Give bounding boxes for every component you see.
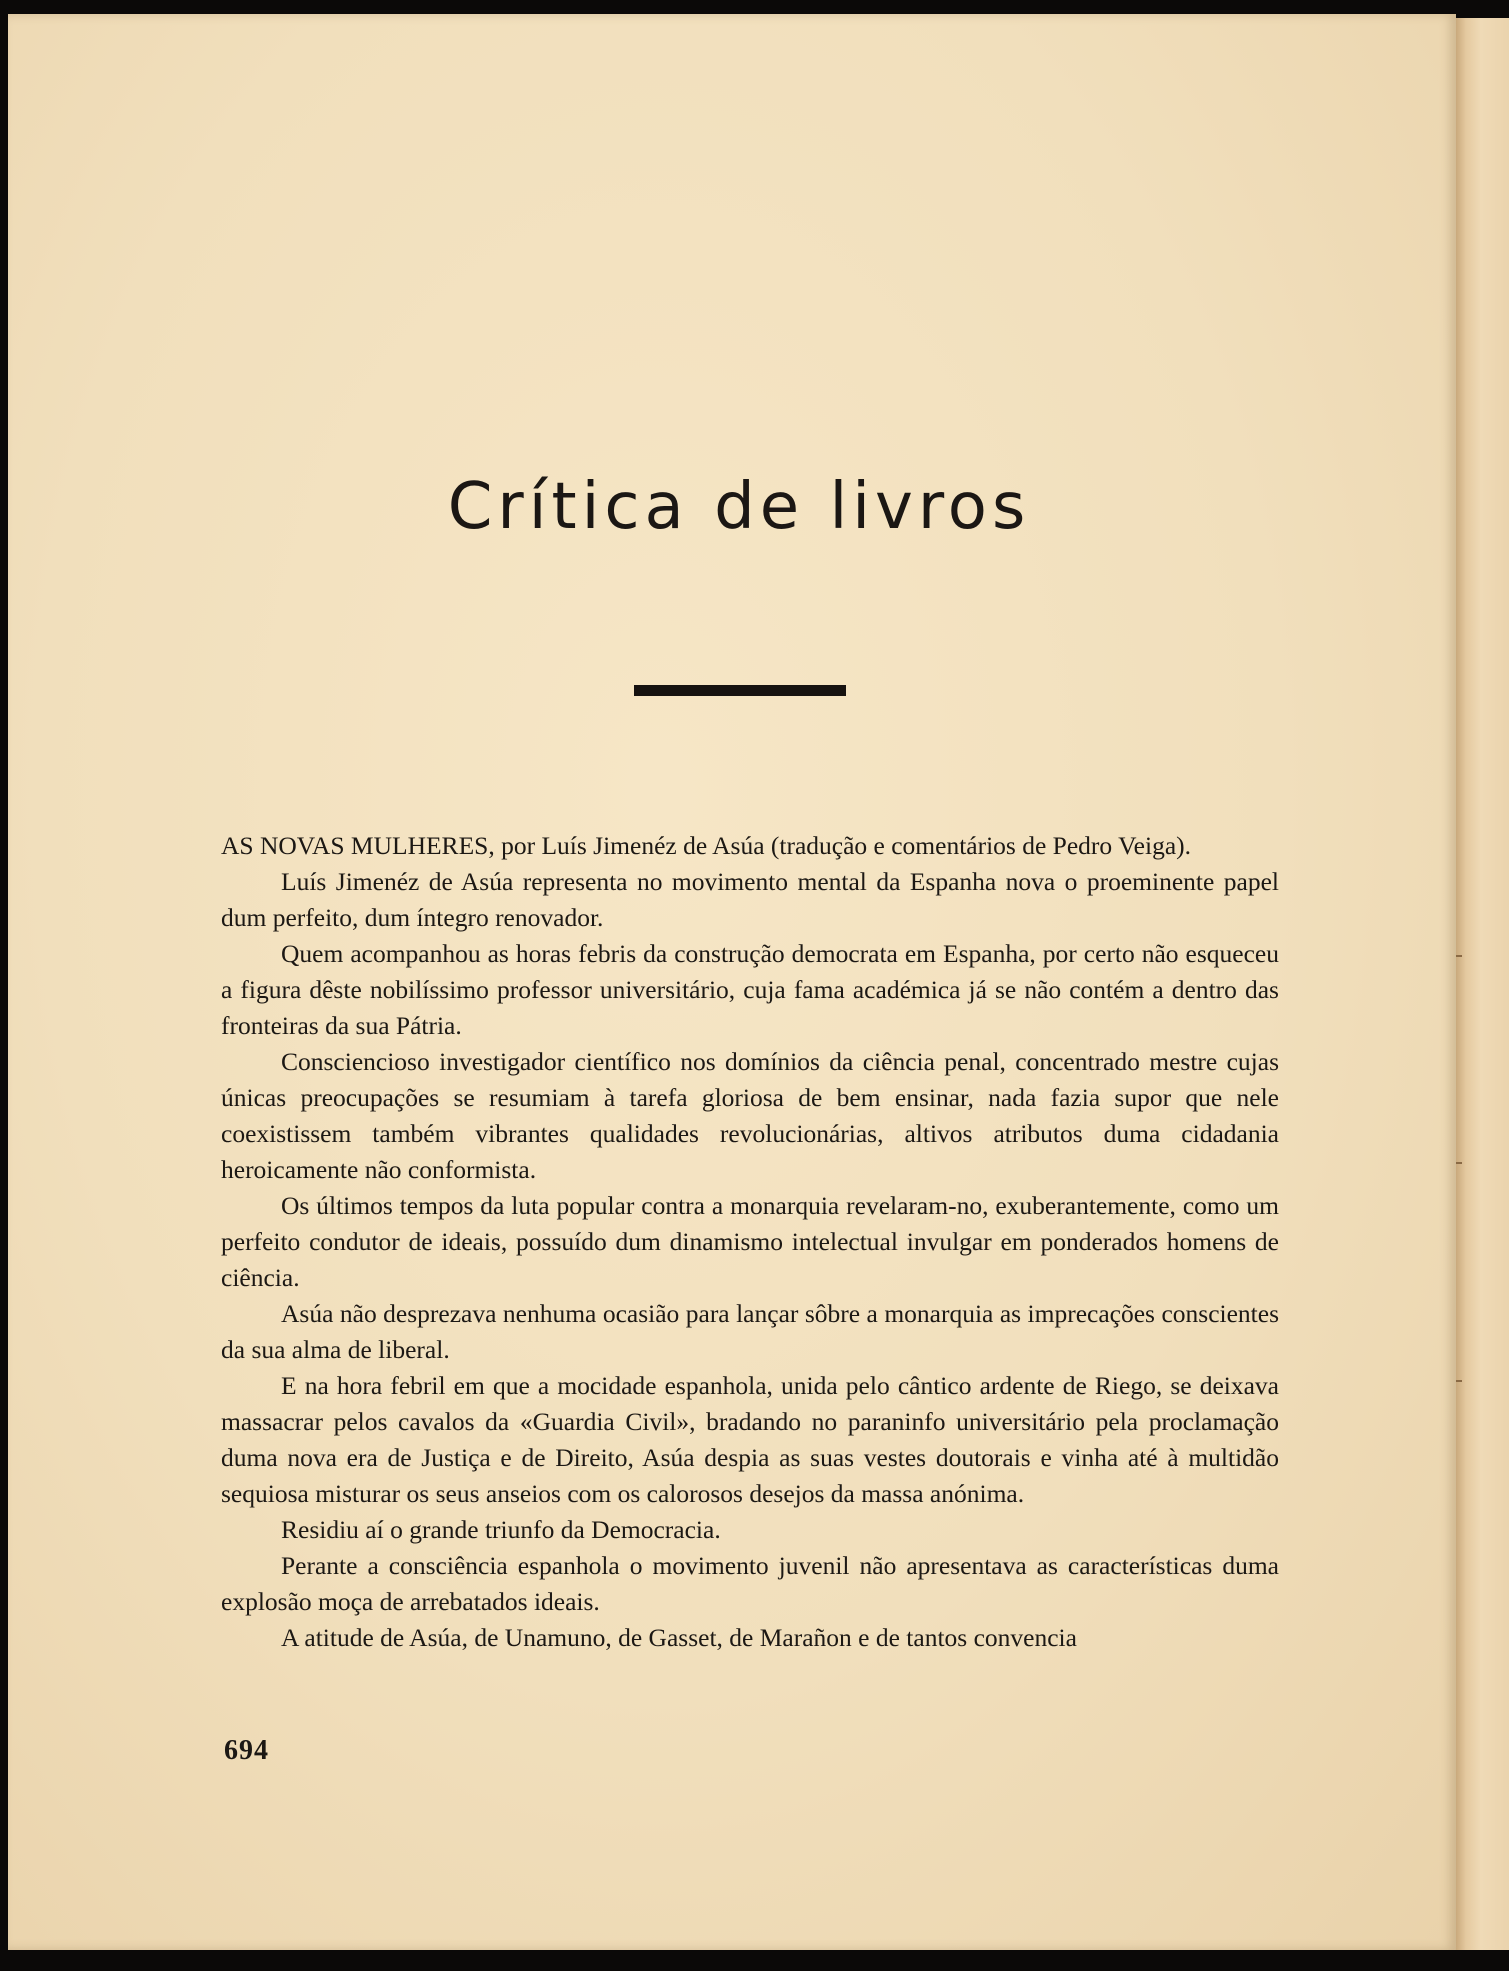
paragraph: Luís Jimenéz de Asúa representa no movimento mental da Espanha nova o proeminente papel dum perfeito, dum íntegro renovador. xyxy=(221,867,1279,932)
paragraph: Residiu aí o grande triunfo da Democracia. xyxy=(281,1515,721,1544)
review-entry-heading: AS NOVAS MULHERES, por Luís Jimenéz de Asúa (tradução e comentários de Pedro Veiga). xyxy=(221,831,1192,860)
title-divider xyxy=(634,685,846,696)
page-title: Crítica de livros xyxy=(447,470,1031,544)
paragraph: Perante a consciência espanhola o movimento juvenil não apresentava as características duma explosão moça de arrebatados ideais. xyxy=(221,1551,1279,1616)
paragraph: E na hora febril em que a mocidade espanhola, unida pelo cântico ardente de Riego, se deixava massacrar pelos cavalos da «Guardia Civil», bradando no paraninfo universitário pela proclamação duma nova era de Justiça e de Direito, Asúa despia as suas vestes doutorais e vinha até à multidão sequiosa misturar os seus anseios com os calorosos desejos da massa anónima. xyxy=(221,1371,1279,1508)
paragraph: Quem acompanhou as horas febris da construção democrata em Espanha, por certo não esqueceu a figura dêste nobilíssimo professor universitário, cuja fama académica já se não contém a dentro das fronteiras da sua Pátria. xyxy=(221,939,1279,1040)
paragraph: Os últimos tempos da luta popular contra a monarquia revelaram-no, exuberantemente, como um perfeito condutor de ideais, possuído dum dinamismo intelectual invulgar em ponderados homens de ciência. xyxy=(221,1191,1279,1292)
following-page-edge xyxy=(1454,18,1509,1950)
page-number: 694 xyxy=(224,1735,269,1766)
paragraph: Consciencioso investigador científico nos domínios da ciência penal, concentrado mestre cujas únicas preocupações se resumiam à tarefa gloriosa de bem ensinar, nada fazia supor que nele coexistissem também vibrantes qualidades revolucionárias, altivos atributos duma cidadania heroicamente não conformista. xyxy=(221,1047,1279,1184)
paragraph: A atitude de Asúa, de Unamuno, de Gasset, de Marañon e de tantos convencia xyxy=(281,1623,1077,1652)
paragraph: Asúa não desprezava nenhuma ocasião para lançar sôbre a monarquia as imprecações conscientes da sua alma de liberal. xyxy=(221,1299,1279,1364)
review-text xyxy=(221,828,1279,1656)
